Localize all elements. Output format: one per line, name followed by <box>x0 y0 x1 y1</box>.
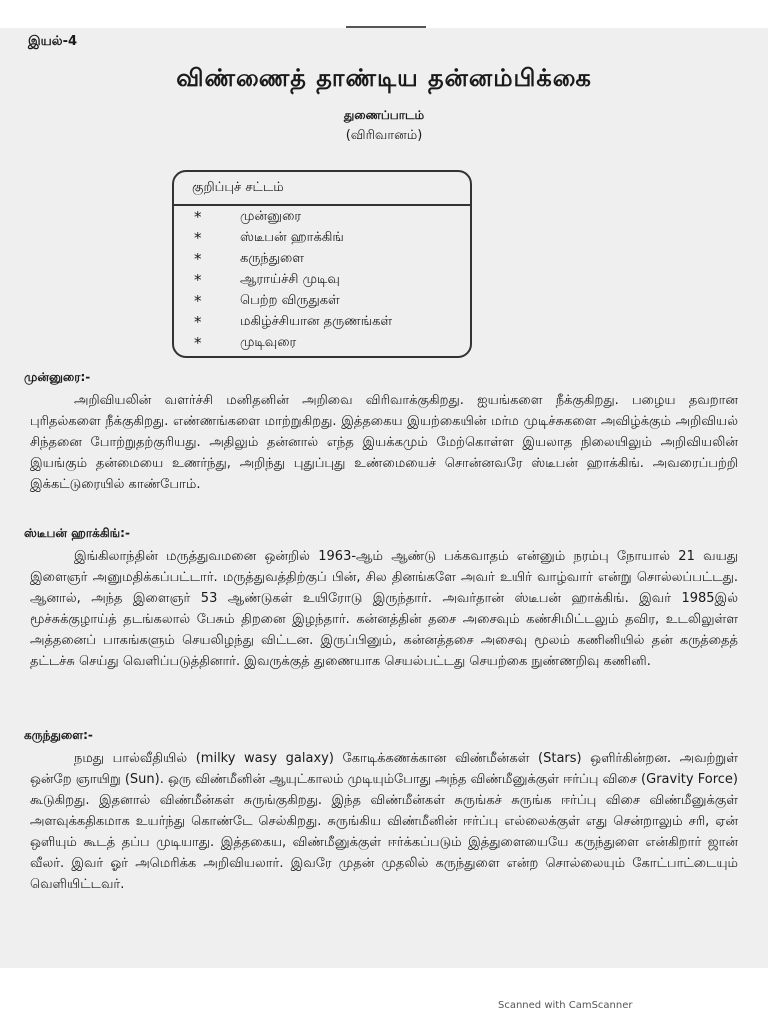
outline-item-label: கருந்துளை <box>240 250 305 266</box>
outline-item <box>194 290 462 311</box>
bullet-star: * <box>194 312 202 331</box>
bullet-star: * <box>194 207 202 226</box>
outline-item <box>194 248 462 269</box>
section-heading: முன்னுரை:- <box>24 370 91 384</box>
outline-item-label: மகிழ்ச்சியான தருணங்கள் <box>240 313 393 329</box>
outline-title: குறிப்புச் சட்டம் <box>192 180 284 195</box>
unit-label: இயல்-4 <box>28 34 78 49</box>
section-stephen-hawking <box>24 526 738 672</box>
bullet-star: * <box>194 270 202 289</box>
outline-item-label: ஸ்டீபன் ஹாக்கிங் <box>240 229 344 245</box>
page-title: விண்ணைத் தாண்டிய தன்னம்பிக்கை <box>176 64 592 92</box>
section-introduction <box>24 370 738 495</box>
bullet-star: * <box>194 249 202 268</box>
bullet-star: * <box>194 228 202 247</box>
outline-item <box>194 332 462 353</box>
outline-item <box>194 269 462 290</box>
scanner-watermark: Scanned with CamScanner <box>498 1000 633 1011</box>
section-paragraph: அறிவியலின் வளர்ச்சி மனிதனின் அறிவை விரிவாக்குகிறது. ஐயங்களை நீக்குகிறது. பழைய தவறான புரிதல்களை நீக்குகிறது. எண்ணங்களை மாற்றுகிறது. இத்தகைய இயற்கையின் மர்ம முடிச்சுகளை அவிழ்க்கும் அறிவியல் சிந்தனை போற்றுதற்குரியது. அதிலும் தன்னால் எந்த இயக்கமும் மேற்கொள்ள இயலாத நிலையிலும் அறிவியலின் இயங்கும் தன்மையை உணர்ந்து, அறிந்து புதுப்புது உண்மையைச் சொன்னவரே ஸ்டீபன் ஹாக்கிங். அவரைப்பற்றி இக்கட்டுரையில் காண்போம். <box>30 393 738 492</box>
outline-list <box>194 206 462 353</box>
outline-item <box>194 206 462 227</box>
outline-item-label: முன்னுரை <box>240 208 302 224</box>
outline-item-label: பெற்ற விருதுகள் <box>240 292 340 308</box>
top-rule <box>346 26 426 28</box>
outline-item <box>194 311 462 332</box>
page-subnote: (விரிவானம்) <box>345 128 423 143</box>
section-paragraph: இங்கிலாந்தின் மருத்துவமனை ஒன்றில் 1963-ஆம் ஆண்டு பக்கவாதம் என்னும் நரம்பு நோயால் 21 வயது இளைஞர் அனுமதிக்கப்பட்டார். மருத்துவத்திற்குப் பின், சில தினங்களே அவர் உயிர் வாழ்வார் என்று சொல்லப்பட்டது. ஆனால், அந்த இளைஞர் 53 ஆண்டுகள் உயிரோடு இருந்தார். அவர்தான் ஸ்டீபன் ஹாக்கிங். இவர் 1985இல் மூச்சுக்குழாய்த் தடங்கலால் பேசும் திறனை இழந்தார். கன்னத்தின் தசை அசைவும் கண்சிமிட்டலும் தவிர, உடலிலுள்ள அத்தனைப் பாகங்களும் செயலிழந்து விட்டன. இருப்பினும், கன்னத்தசை அசைவு மூலம் கணினியில் தன் கருத்தைத் தட்டச்சு செய்து வெளிப்படுத்தினார். இவருக்குத் துணையாக செயல்பட்டது செயற்கை நுண்ணறிவு கணினி. <box>30 549 738 669</box>
section-heading: ஸ்டீபன் ஹாக்கிங்:- <box>24 526 130 540</box>
section-black-hole <box>24 728 738 895</box>
outline-item-label: ஆராய்ச்சி முடிவு <box>240 271 340 287</box>
outline-item-label: முடிவுரை <box>240 334 297 350</box>
bullet-star: * <box>194 333 202 352</box>
section-paragraph: நமது பால்வீதியில் (milky wasy galaxy) கோடிக்கணக்கான விண்மீன்கள் (Stars) ஒளிர்கின்றன. அவற்றுள் ஒன்றே ஞாயிறு (Sun). ஒரு விண்மீனின் ஆயுட்காலம் முடியும்போது அந்த விண்மீனுக்குள் ஈர்ப்பு விசை (Gravity Force) கூடுகிறது. இதனால் விண்மீன்கள் சுருங்குகிறது. இந்த விண்மீன்கள் சுருங்கச் சுருங்க ஈர்ப்பு விசை விண்மீனுக்குள் அளவுக்கதிகமாக உயர்ந்து கொண்டே செல்கிறது. சுருங்கிய விண்மீனின் ஈர்ப்பு எல்லைக்குள் எது சென்றாலும் சரி, ஏன் ஒளியும் கூடத் தப்ப முடியாது. இத்தகைய, விண்மீனுக்குள் ஈர்க்கப்படும் இத்துளையையே கருந்துளை என்கிறார் ஜான் வீலர். இவர் ஓர் அமெரிக்க அறிவியலார். இவரே முதன் முதலில் கருந்துளை என்ற சொல்லையும் கோட்பாட்டையும் வெளியிட்டவர். <box>30 751 738 892</box>
outline-item <box>194 227 462 248</box>
section-heading: கருந்துளை:- <box>24 728 93 742</box>
outline-box <box>172 170 472 358</box>
page-subtitle: துணைப்பாடம் <box>343 108 425 122</box>
bullet-star: * <box>194 291 202 310</box>
